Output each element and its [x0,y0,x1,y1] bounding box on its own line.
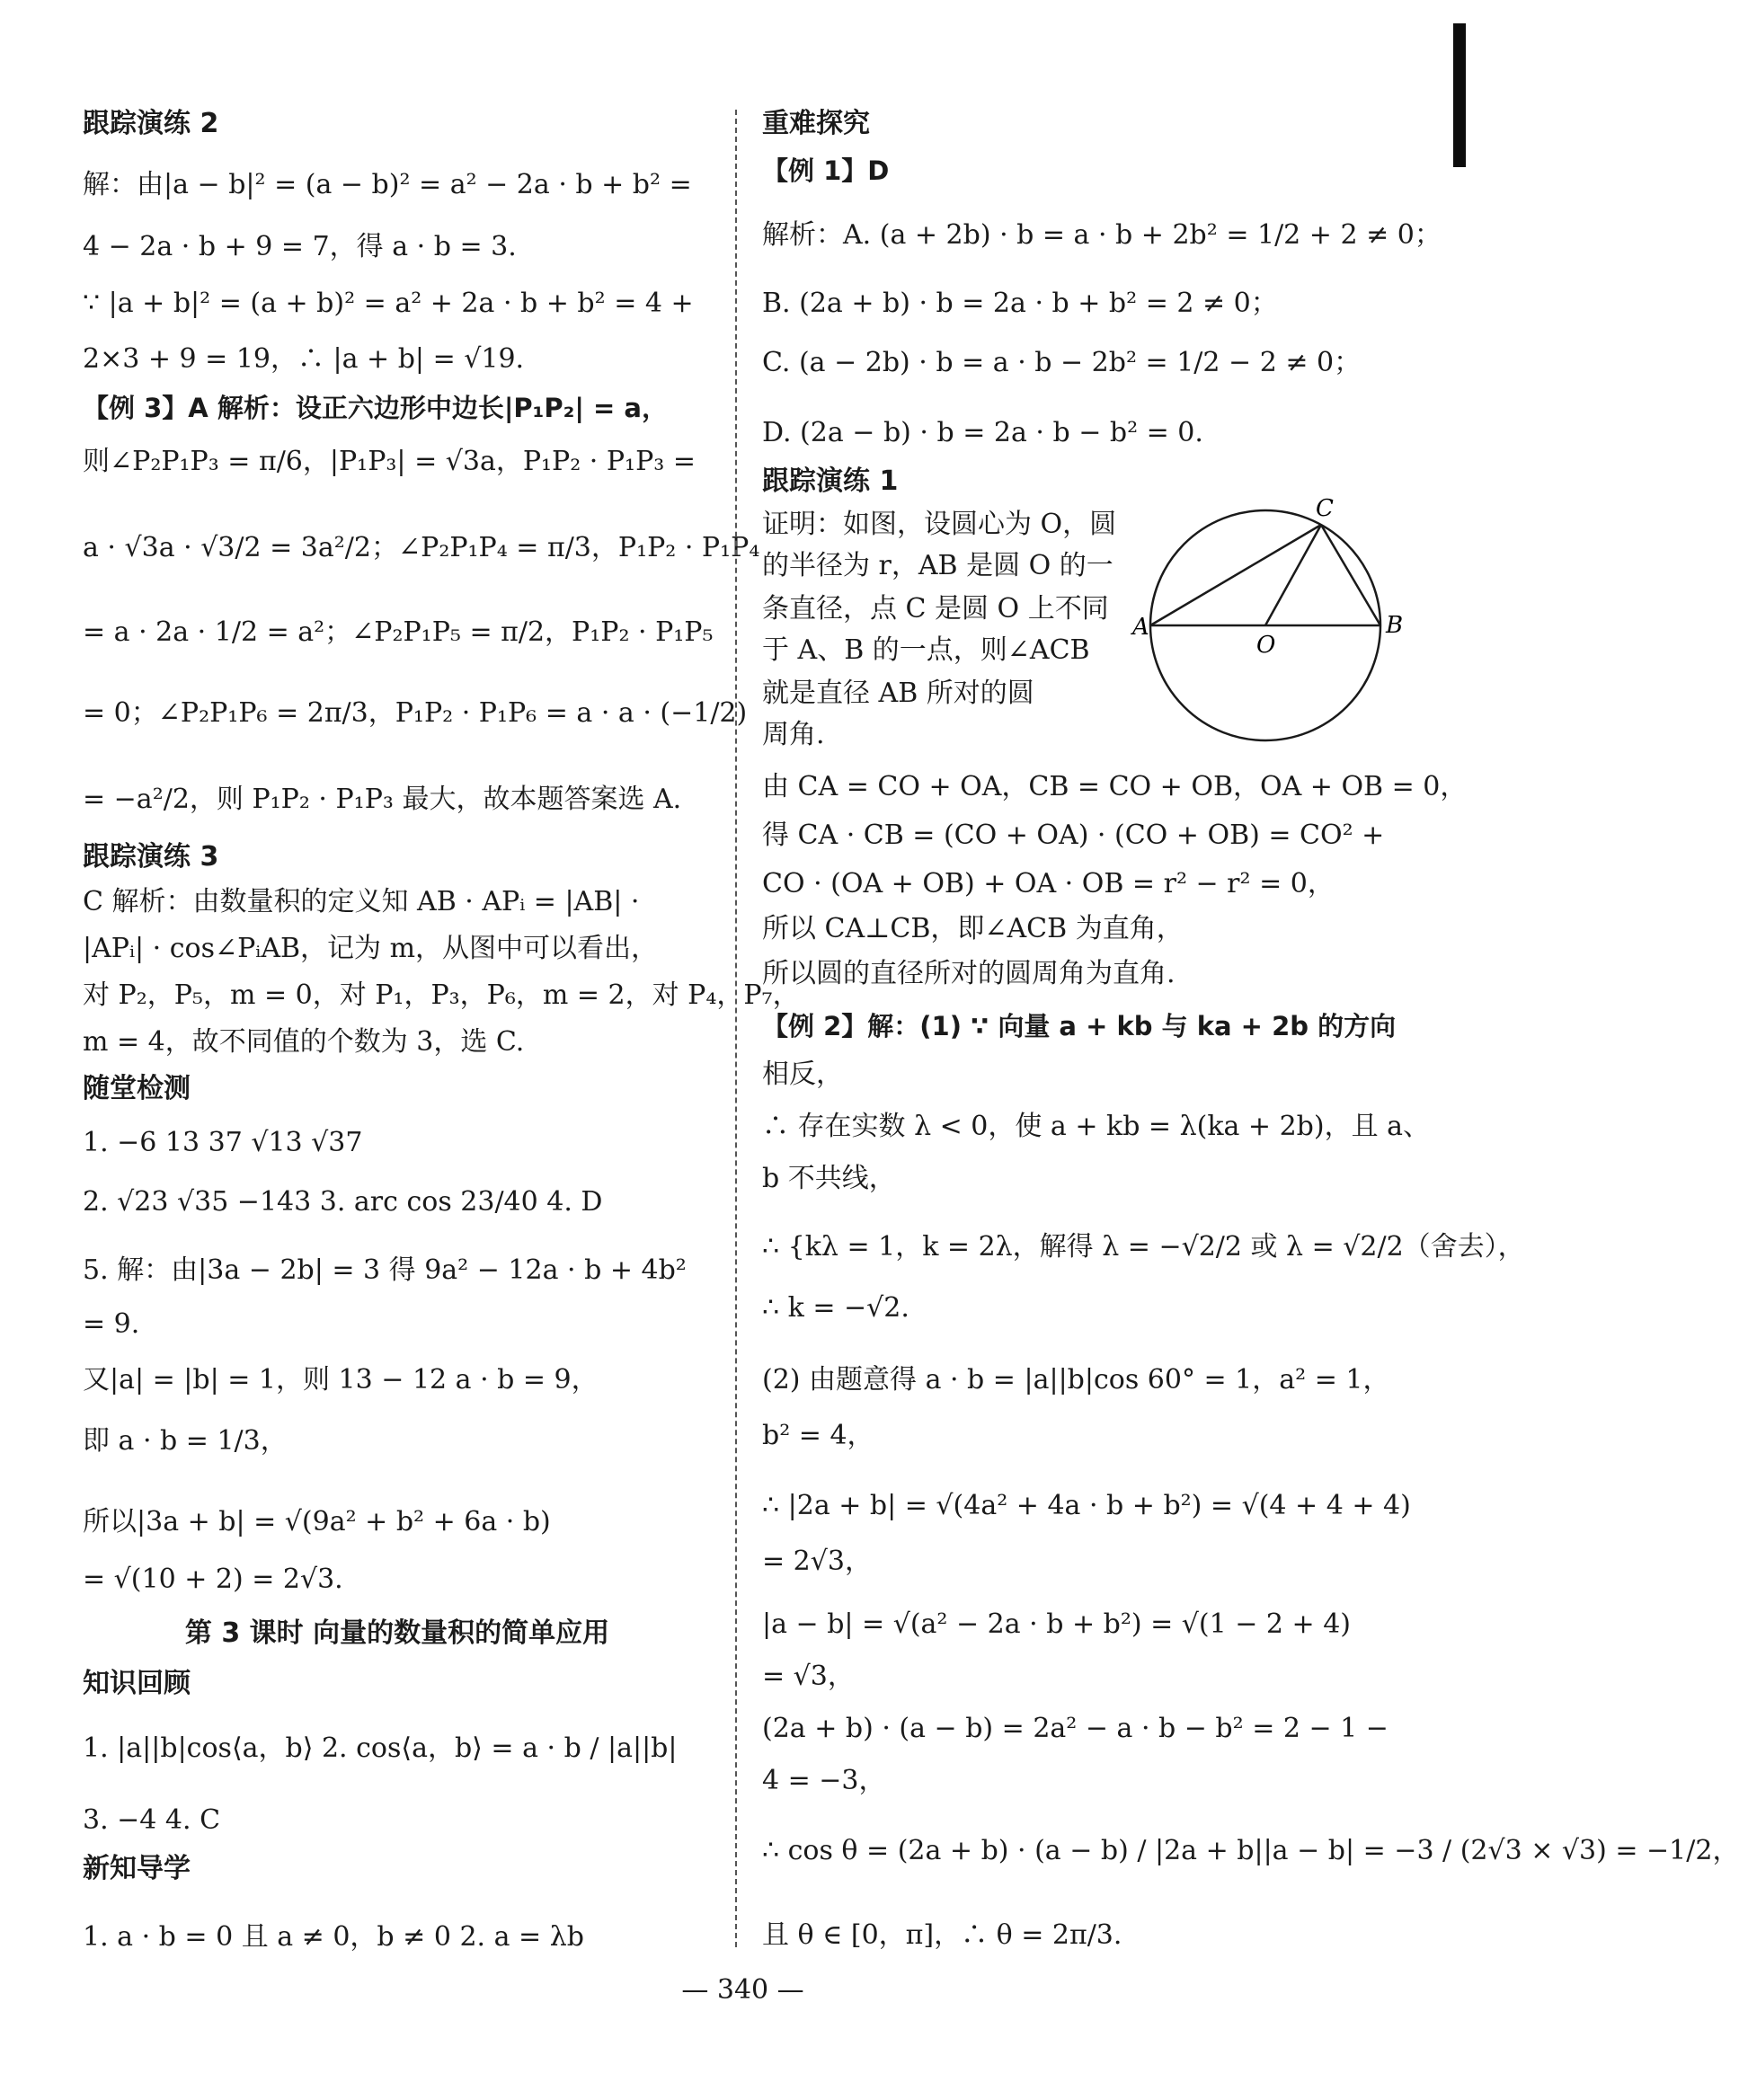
left-line: C 解析：由数量积的定义知 AB · APᵢ = |AB| · [83,886,640,917]
left-line: 随堂检测 [83,1073,191,1104]
chord-cb [1321,525,1380,625]
left-line: 3. −4 4. C [83,1804,221,1836]
right-line: (2a + b) · (a − b) = 2a² − a · b − b² = 2 − 1 − [762,1713,1389,1744]
left-line: 第 3 课时 向量的数量积的简单应用 [184,1617,610,1649]
right-line: = √3， [762,1661,855,1692]
left-line: 则∠P₂P₁P₃ = π/6，|P₁P₃| = √3a，P₁P₂ · P₁P₃ = [83,446,696,477]
left-line: 跟踪演练 3 [83,841,219,873]
page-number: — 340 — [681,1974,804,2006]
right-line: ∴ |2a + b| = √(4a² + 4a · b + b²) = √(4 + 4 + 4) [762,1490,1411,1521]
right-line: 周角. [762,719,825,750]
right-line: 证明：如图，设圆心为 O，圆 [762,509,1117,540]
right-line: 【例 2】解：(1) ∵ 向量 a + kb 与 ka + 2b 的方向 [762,1011,1397,1041]
left-line: 解：由|a − b|² = (a − b)² = a² − 2a · b + b² = [83,169,692,200]
right-line: 由 CA = CO + OA，CB = CO + OB，OA + OB = 0， [762,771,1468,802]
left-line: 又|a| = |b| = 1，则 13 − 12 a · b = 9， [83,1364,599,1396]
label-c: C [1316,495,1334,522]
circle-figure [1132,492,1404,753]
right-line: 就是直径 AB 所对的圆 [762,678,1034,709]
right-line: b² = 4， [762,1420,874,1451]
left-line: 跟踪演练 2 [83,108,219,139]
left-line: = 9. [83,1308,140,1340]
left-line: = a · 2a · 1/2 = a²；∠P₂P₁P₅ = π/2，P₁P₂ · P₁P₅ [83,616,714,648]
left-line: = −a²/2，则 P₁P₂ · P₁P₃ 最大，故本题答案选 A. [83,784,682,815]
right-line: 跟踪演练 1 [762,465,899,497]
right-line: C. (a − 2b) · b = a · b − 2b² = 1/2 − 2 ≠ 0； [762,347,1362,378]
chord-ac [1150,525,1321,625]
left-line: 2×3 + 9 = 19，∴ |a + b| = √19. [83,343,525,375]
left-line: 所以|3a + b| = √(9a² + b² + 6a · b) [83,1506,551,1537]
left-line: = 0；∠P₂P₁P₆ = 2π/3，P₁P₂ · P₁P₆ = a · a · (−1/2) [83,697,748,729]
left-line: 即 a · b = 1/3， [83,1425,288,1457]
left-line: |APᵢ| · cos∠PᵢAB，记为 m，从图中可以看出， [83,933,659,964]
left-line: 知识回顾 [83,1668,191,1699]
column-divider [735,110,737,1947]
left-line: 4 − 2a · b + 9 = 7，得 a · b = 3. [83,231,517,262]
right-line: D. (2a − b) · b = 2a · b − b² = 0. [762,417,1203,448]
left-line: 【例 3】A 解析：设正六边形中边长|P₁P₂| = a， [83,393,668,423]
right-line: B. (2a + b) · b = 2a · b + b² = 2 ≠ 0； [762,288,1278,319]
right-line: 相反， [762,1059,843,1090]
right-line: 【例 1】D [762,155,890,186]
right-line: 且 θ ∈ [0，π]，∴ θ = 2π/3. [762,1919,1122,1951]
left-line: 5. 解：由|3a − 2b| = 3 得 9a² − 12a · b + 4b² [83,1254,687,1286]
label-o: O [1256,632,1276,659]
left-line: a · √3a · √3/2 = 3a²/2；∠P₂P₁P₄ = π/3，P₁P₂ · P₁P₄ [83,532,760,563]
label-a: A [1132,614,1149,641]
right-line: = 2√3， [762,1546,872,1577]
left-line: m = 4，故不同值的个数为 3，选 C. [83,1026,525,1058]
left-line: 新知导学 [83,1853,191,1884]
right-line: 条直径，点 C 是圆 O 上不同 [762,593,1109,625]
radius-oc [1265,525,1321,625]
left-line: ∵ |a + b|² = (a + b)² = a² + 2a · b + b² = 4 + [83,288,694,319]
right-line: 于 A、B 的一点，则∠ACB [762,634,1090,666]
left-line: 1. |a||b|cos⟨a，b⟩ 2. cos⟨a，b⟩ = a · b / |a||b| [83,1732,678,1764]
right-line: 得 CA · CB = (CO + OA) · (CO + OB) = CO² + [762,820,1385,851]
left-line: = √(10 + 2) = 2√3. [83,1564,343,1595]
right-line: 的半径为 r，AB 是圆 O 的一 [762,550,1113,581]
left-line: 2. √23 √35 −143 3. arc cos 23/40 4. D [83,1186,603,1218]
right-line: 所以 CA⊥CB，即∠ACB 为直角， [762,913,1184,944]
right-line: ∴ cos θ = (2a + b) · (a − b) / |2a + b||a − b| = −3 / (2√3 × √3) = −1/2， [762,1835,1739,1866]
label-b: B [1386,612,1404,639]
right-line: 解析：A. (a + 2b) · b = a · b + 2b² = 1/2 + 2 ≠ 0； [762,219,1442,251]
left-line: 1. −6 13 37 √13 √37 [83,1127,363,1158]
left-line: 对 P₂，P₅，m = 0，对 P₁，P₃，P₆，m = 2，对 P₄，P₇， [83,979,800,1011]
right-line: |a − b| = √(a² − 2a · b + b²) = √(1 − 2 + 4) [762,1608,1352,1640]
right-line: 4 = −3， [762,1765,886,1796]
edge-bar [1453,23,1466,167]
left-line: 1. a · b = 0 且 a ≠ 0，b ≠ 0 2. a = λb [83,1921,584,1953]
right-line: 重难探究 [762,108,870,139]
right-line: ∴ 存在实数 λ < 0，使 a + kb = λ(ka + 2b)，且 a、 [762,1111,1431,1142]
right-line: ∴ k = −√2. [762,1292,909,1324]
right-line: b 不共线， [762,1163,896,1194]
right-line: CO · (OA + OB) + OA · OB = r² − r² = 0， [762,868,1335,899]
right-line: ∴ {kλ = 1，k = 2λ，解得 λ = −√2/2 或 λ = √2/2（舍去）， [762,1231,1525,1263]
right-line: (2) 由题意得 a · b = |a||b|cos 60° = 1，a² = 1， [762,1364,1390,1396]
right-line: 所以圆的直径所对的圆周角为直角. [762,958,1176,989]
